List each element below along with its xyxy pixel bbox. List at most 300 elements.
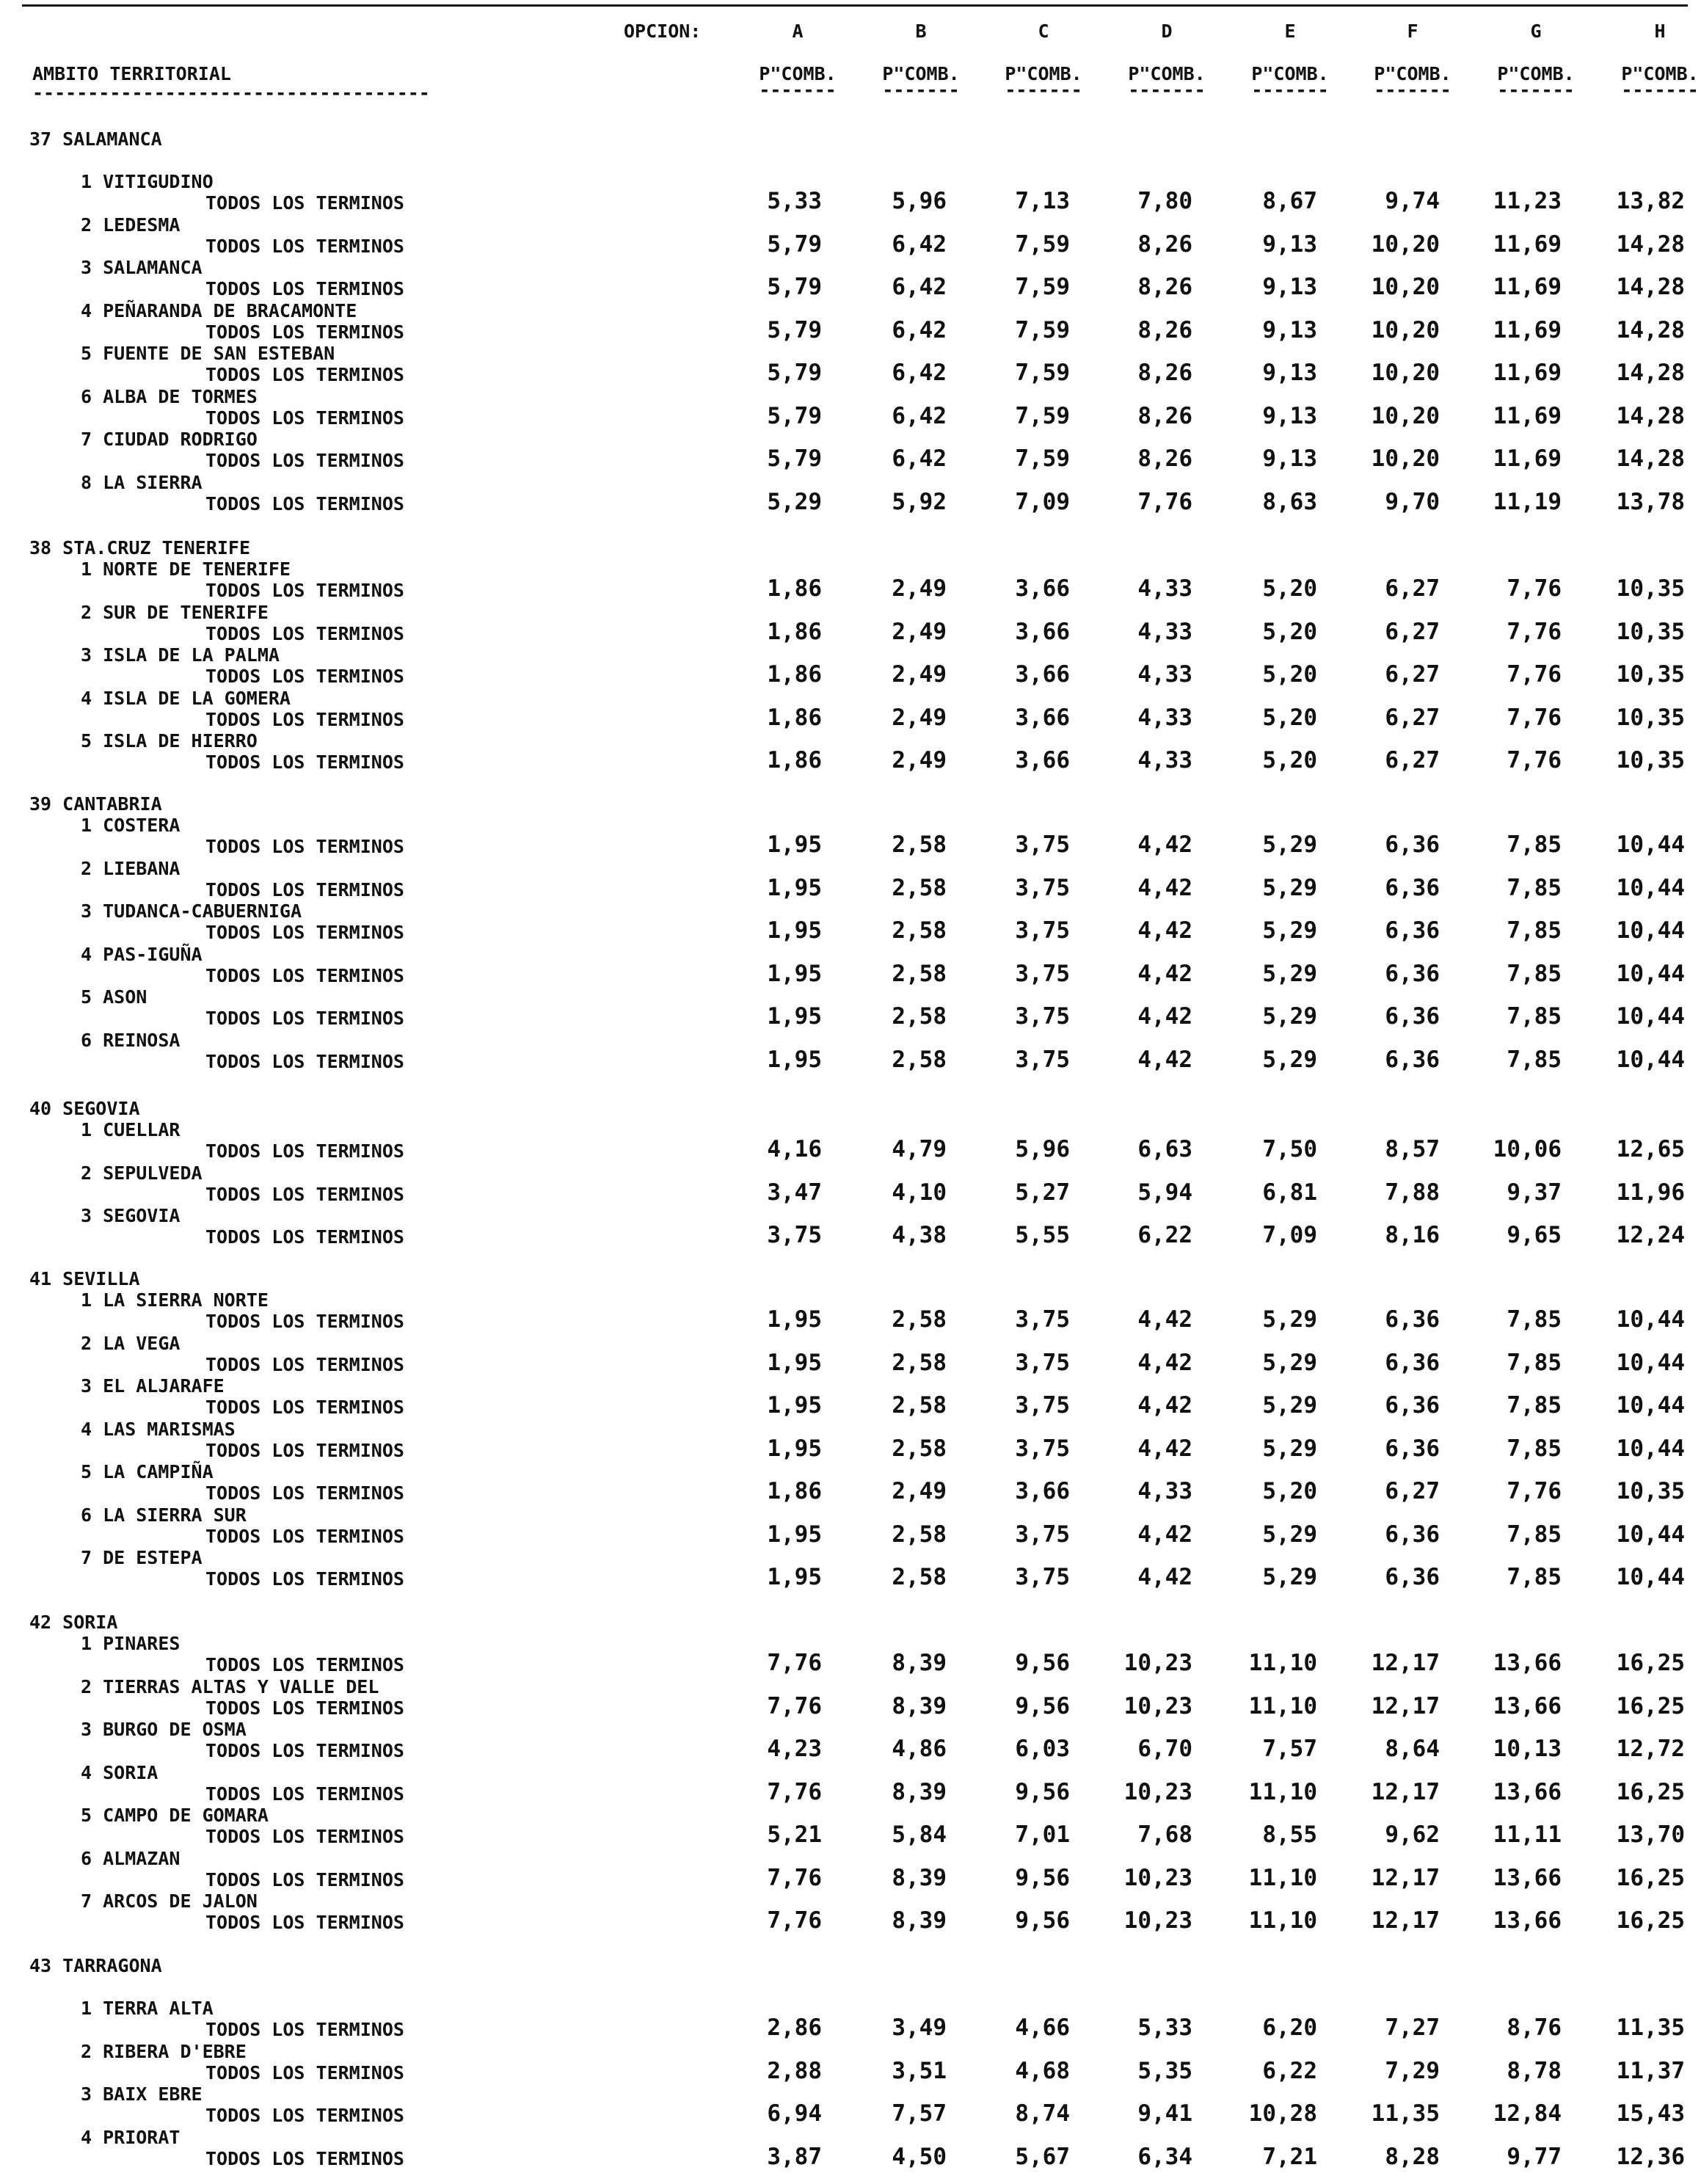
- value-cell: 7,29: [1385, 2057, 1440, 2084]
- column-underline: -------: [1251, 79, 1329, 101]
- value-cell: 9,62: [1385, 1821, 1440, 1848]
- value-cell: 3,75: [1015, 1306, 1070, 1333]
- value-cell: 1,95: [767, 1046, 822, 1073]
- value-cell: 8,67: [1262, 188, 1317, 214]
- value-cell: 1,95: [767, 960, 822, 987]
- value-cell: 5,92: [892, 488, 947, 515]
- value-cell: 4,16: [767, 1136, 822, 1162]
- value-cell: 10,20: [1371, 316, 1440, 343]
- column-header: P"COMB.: [1497, 63, 1575, 84]
- province-heading: 41 SEVILLA: [29, 1268, 140, 1289]
- area-name: 2 TIERRAS ALTAS Y VALLE DEL: [81, 1675, 379, 1697]
- value-cell: 4,42: [1137, 1046, 1192, 1073]
- area-name: 5 ASON: [81, 986, 147, 1008]
- value-cell: 7,76: [1507, 618, 1562, 645]
- value-cell: 8,78: [1507, 2057, 1562, 2084]
- area-name: 4 PRIORAT: [81, 2126, 181, 2148]
- value-cell: 11,37: [1616, 2057, 1685, 2084]
- value-cell: 7,59: [1015, 230, 1070, 258]
- value-cell: 5,84: [892, 1821, 947, 1848]
- value-cell: 7,85: [1507, 960, 1562, 987]
- term-label: TODOS LOS TERMINOS: [205, 1183, 404, 1205]
- value-cell: 11,10: [1248, 1778, 1317, 1805]
- value-cell: 16,25: [1616, 1907, 1685, 1934]
- value-cell: 3,75: [767, 1222, 822, 1248]
- value-cell: 4,42: [1137, 1349, 1192, 1376]
- value-cell: 5,29: [1262, 917, 1317, 944]
- value-cell: 9,13: [1262, 445, 1317, 472]
- value-cell: 7,76: [1507, 575, 1562, 602]
- term-label: TODOS LOS TERMINOS: [205, 922, 404, 943]
- value-cell: 16,25: [1616, 1692, 1685, 1719]
- value-cell: 8,16: [1385, 1222, 1440, 1248]
- value-cell: 11,69: [1493, 445, 1562, 472]
- term-label: TODOS LOS TERMINOS: [205, 1397, 404, 1418]
- value-cell: 2,58: [892, 831, 947, 858]
- value-cell: 6,36: [1385, 1392, 1440, 1419]
- value-cell: 12,65: [1616, 1136, 1685, 1162]
- column-letter: H: [1654, 21, 1666, 42]
- value-cell: 13,70: [1616, 1821, 1685, 1848]
- value-cell: 10,06: [1493, 1136, 1562, 1162]
- value-cell: 4,38: [892, 1222, 947, 1248]
- value-cell: 7,76: [767, 1907, 822, 1934]
- value-cell: 4,42: [1137, 831, 1192, 858]
- value-cell: 8,39: [892, 1864, 947, 1891]
- value-cell: 5,79: [767, 274, 822, 300]
- area-name: 1 NORTE DE TENERIFE: [81, 558, 291, 580]
- value-cell: 9,56: [1015, 1778, 1070, 1805]
- value-cell: 6,22: [1137, 1222, 1192, 1248]
- value-cell: 4,79: [892, 1136, 947, 1162]
- value-cell: 7,68: [1137, 1821, 1192, 1848]
- value-cell: 9,13: [1262, 360, 1317, 386]
- value-cell: 7,50: [1262, 1136, 1317, 1162]
- value-cell: 8,63: [1262, 488, 1317, 515]
- term-label: TODOS LOS TERMINOS: [205, 2105, 404, 2126]
- area-name: 8 LA SIERRA: [81, 471, 203, 493]
- value-cell: 16,25: [1616, 1864, 1685, 1891]
- province-heading: 37 SALAMANCA: [29, 128, 162, 150]
- value-cell: 7,76: [1507, 747, 1562, 774]
- value-cell: 4,66: [1015, 2014, 1070, 2041]
- value-cell: 5,29: [1262, 1521, 1317, 1548]
- value-cell: 6,63: [1137, 1136, 1192, 1162]
- value-cell: 1,86: [767, 747, 822, 774]
- term-label: TODOS LOS TERMINOS: [205, 1050, 404, 1072]
- value-cell: 6,36: [1385, 1349, 1440, 1376]
- value-cell: 8,26: [1137, 445, 1192, 472]
- value-cell: 4,42: [1137, 960, 1192, 987]
- value-cell: 3,75: [1015, 1046, 1070, 1073]
- term-label: TODOS LOS TERMINOS: [205, 1912, 404, 1933]
- value-cell: 5,96: [892, 188, 947, 214]
- value-cell: 10,44: [1616, 1435, 1685, 1462]
- value-cell: 2,49: [892, 618, 947, 645]
- value-cell: 6,42: [892, 445, 947, 472]
- value-cell: 5,29: [1262, 1392, 1317, 1419]
- area-name: 4 PAS-IGUÑA: [81, 943, 203, 965]
- term-label: TODOS LOS TERMINOS: [205, 666, 404, 687]
- value-cell: 1,95: [767, 831, 822, 858]
- value-cell: 10,20: [1371, 274, 1440, 300]
- value-cell: 11,35: [1616, 2014, 1685, 2041]
- column-letter: C: [1038, 21, 1049, 42]
- area-name: 6 ALBA DE TORMES: [81, 385, 258, 407]
- value-cell: 6,42: [892, 274, 947, 300]
- value-cell: 6,42: [892, 360, 947, 386]
- value-cell: 4,42: [1137, 1564, 1192, 1590]
- term-label: TODOS LOS TERMINOS: [205, 2061, 404, 2083]
- value-cell: 10,44: [1616, 917, 1685, 944]
- value-cell: 7,59: [1015, 402, 1070, 429]
- term-label: TODOS LOS TERMINOS: [205, 1439, 404, 1461]
- value-cell: 13,66: [1493, 1650, 1562, 1676]
- column-letter: A: [792, 21, 804, 42]
- value-cell: 16,25: [1616, 1650, 1685, 1676]
- term-label: TODOS LOS TERMINOS: [205, 321, 404, 343]
- value-cell: 1,95: [767, 1521, 822, 1548]
- value-cell: 6,36: [1385, 960, 1440, 987]
- column-underline: -------: [759, 79, 837, 101]
- value-cell: 12,17: [1371, 1778, 1440, 1805]
- value-cell: 10,28: [1248, 2100, 1317, 2127]
- value-cell: 7,57: [892, 2100, 947, 2127]
- value-cell: 6,36: [1385, 1435, 1440, 1462]
- value-cell: 5,20: [1262, 575, 1317, 602]
- value-cell: 12,36: [1616, 2143, 1685, 2170]
- value-cell: 7,01: [1015, 1821, 1070, 1848]
- value-cell: 4,33: [1137, 1478, 1192, 1504]
- area-name: 3 BURGO DE OSMA: [81, 1719, 247, 1740]
- column-letter: B: [915, 21, 927, 42]
- value-cell: 7,57: [1262, 1736, 1317, 1762]
- value-cell: 10,44: [1616, 831, 1685, 858]
- value-cell: 8,26: [1137, 402, 1192, 429]
- value-cell: 2,58: [892, 1435, 947, 1462]
- value-cell: 6,42: [892, 230, 947, 258]
- value-cell: 5,27: [1015, 1179, 1070, 1206]
- value-cell: 6,36: [1385, 831, 1440, 858]
- value-cell: 7,76: [767, 1778, 822, 1805]
- area-name: 2 RIBERA D'EBRE: [81, 2040, 247, 2062]
- value-cell: 11,10: [1248, 1650, 1317, 1676]
- value-cell: 8,26: [1137, 316, 1192, 343]
- value-cell: 3,66: [1015, 1478, 1070, 1504]
- value-cell: 7,85: [1507, 1046, 1562, 1073]
- value-cell: 1,86: [767, 575, 822, 602]
- value-cell: 10,20: [1371, 360, 1440, 386]
- value-cell: 2,49: [892, 575, 947, 602]
- area-name: 4 LAS MARISMAS: [81, 1418, 236, 1440]
- term-label: TODOS LOS TERMINOS: [205, 1654, 404, 1675]
- value-cell: 5,55: [1015, 1222, 1070, 1248]
- value-cell: 7,85: [1507, 917, 1562, 944]
- value-cell: 8,64: [1385, 1736, 1440, 1762]
- area-name: 6 ALMAZAN: [81, 1847, 181, 1869]
- area-name: 6 REINOSA: [81, 1029, 181, 1051]
- value-cell: 2,49: [892, 661, 947, 688]
- value-cell: 6,94: [767, 2100, 822, 2127]
- value-cell: 12,24: [1616, 1222, 1685, 1248]
- value-cell: 10,44: [1616, 1521, 1685, 1548]
- column-letter: D: [1161, 21, 1173, 42]
- value-cell: 5,79: [767, 402, 822, 429]
- area-name: 1 CUELLAR: [81, 1119, 181, 1140]
- value-cell: 5,29: [1262, 1306, 1317, 1333]
- value-cell: 13,66: [1493, 1778, 1562, 1805]
- value-cell: 11,11: [1493, 1821, 1562, 1848]
- value-cell: 6,36: [1385, 1046, 1440, 1073]
- value-cell: 10,35: [1616, 747, 1685, 774]
- value-cell: 3,66: [1015, 704, 1070, 731]
- value-cell: 12,17: [1371, 1864, 1440, 1891]
- column-letter: G: [1530, 21, 1542, 42]
- area-name: 2 LEDESMA: [81, 214, 181, 236]
- value-cell: 7,85: [1507, 1003, 1562, 1030]
- term-label: TODOS LOS TERMINOS: [205, 364, 404, 385]
- area-name: 1 TERRA ALTA: [81, 1998, 214, 2019]
- value-cell: 11,19: [1493, 488, 1562, 515]
- value-cell: 5,20: [1262, 1478, 1317, 1504]
- value-cell: 2,58: [892, 1003, 947, 1030]
- value-cell: 7,27: [1385, 2014, 1440, 2041]
- value-cell: 6,27: [1385, 575, 1440, 602]
- value-cell: 14,28: [1616, 316, 1685, 343]
- value-cell: 9,65: [1507, 1222, 1562, 1248]
- column-underline: -------: [882, 79, 960, 101]
- value-cell: 4,23: [767, 1736, 822, 1762]
- value-cell: 5,29: [1262, 1349, 1317, 1376]
- value-cell: 8,26: [1137, 230, 1192, 258]
- value-cell: 7,76: [1507, 1478, 1562, 1504]
- value-cell: 15,43: [1616, 2100, 1685, 2127]
- area-name: 7 CIUDAD RODRIGO: [81, 429, 258, 450]
- column-letter: E: [1284, 21, 1296, 42]
- value-cell: 8,39: [892, 1650, 947, 1676]
- value-cell: 6,34: [1137, 2143, 1192, 2170]
- value-cell: 5,67: [1015, 2143, 1070, 2170]
- value-cell: 2,58: [892, 1306, 947, 1333]
- value-cell: 11,35: [1371, 2100, 1440, 2127]
- top-rule: [22, 4, 1688, 7]
- area-name: 7 DE ESTEPA: [81, 1547, 203, 1568]
- value-cell: 9,41: [1137, 2100, 1192, 2127]
- value-cell: 9,13: [1262, 230, 1317, 258]
- area-name: 3 SEGOVIA: [81, 1205, 181, 1226]
- opcion-label: OPCION:: [624, 21, 702, 42]
- value-cell: 5,29: [1262, 1564, 1317, 1590]
- value-cell: 7,59: [1015, 316, 1070, 343]
- value-cell: 12,17: [1371, 1692, 1440, 1719]
- value-cell: 5,29: [1262, 874, 1317, 901]
- value-cell: 11,10: [1248, 1692, 1317, 1719]
- value-cell: 6,81: [1262, 1179, 1317, 1206]
- value-cell: 8,39: [892, 1778, 947, 1805]
- value-cell: 10,44: [1616, 1392, 1685, 1419]
- value-cell: 7,21: [1262, 2143, 1317, 2170]
- value-cell: 8,55: [1262, 1821, 1317, 1848]
- area-name: 4 SORIA: [81, 1761, 159, 1783]
- column-underline: -------: [1005, 79, 1082, 101]
- term-label: TODOS LOS TERMINOS: [205, 1140, 404, 1162]
- value-cell: 7,85: [1507, 1306, 1562, 1333]
- value-cell: 3,47: [767, 1179, 822, 1206]
- value-cell: 1,95: [767, 1306, 822, 1333]
- value-cell: 13,66: [1493, 1907, 1562, 1934]
- value-cell: 5,29: [1262, 1046, 1317, 1073]
- value-cell: 6,22: [1262, 2057, 1317, 2084]
- value-cell: 10,20: [1371, 402, 1440, 429]
- area-name: 3 TUDANCA-CABUERNIGA: [81, 900, 302, 922]
- value-cell: 7,80: [1137, 188, 1192, 214]
- area-name: 5 FUENTE DE SAN ESTEBAN: [81, 343, 335, 364]
- column-underline: -------: [1128, 79, 1206, 101]
- area-name: 1 VITIGUDINO: [81, 171, 214, 192]
- value-cell: 2,88: [767, 2057, 822, 2084]
- column-header: P"COMB.: [759, 63, 837, 84]
- value-cell: 4,42: [1137, 1521, 1192, 1548]
- value-cell: 5,20: [1262, 618, 1317, 645]
- area-name: 5 CAMPO DE GOMARA: [81, 1805, 269, 1826]
- value-cell: 16,25: [1616, 1778, 1685, 1805]
- term-label: TODOS LOS TERMINOS: [205, 450, 404, 471]
- value-cell: 7,59: [1015, 360, 1070, 386]
- term-label: TODOS LOS TERMINOS: [205, 708, 404, 730]
- value-cell: 7,76: [1507, 661, 1562, 688]
- value-cell: 3,75: [1015, 831, 1070, 858]
- ambito-underline: ------------------------------------: [32, 82, 430, 103]
- value-cell: 8,57: [1385, 1136, 1440, 1162]
- value-cell: 10,44: [1616, 1564, 1685, 1590]
- term-label: TODOS LOS TERMINOS: [205, 836, 404, 857]
- value-cell: 5,29: [1262, 831, 1317, 858]
- value-cell: 13,66: [1493, 1692, 1562, 1719]
- value-cell: 3,66: [1015, 575, 1070, 602]
- value-cell: 2,58: [892, 917, 947, 944]
- value-cell: 2,58: [892, 1349, 947, 1376]
- column-underline: -------: [1497, 79, 1575, 101]
- value-cell: 1,95: [767, 1349, 822, 1376]
- value-cell: 6,36: [1385, 1564, 1440, 1590]
- value-cell: 2,58: [892, 874, 947, 901]
- value-cell: 4,42: [1137, 1306, 1192, 1333]
- area-name: 4 PEÑARANDA DE BRACAMONTE: [81, 299, 357, 321]
- value-cell: 2,58: [892, 1564, 947, 1590]
- value-cell: 9,56: [1015, 1692, 1070, 1719]
- term-label: TODOS LOS TERMINOS: [205, 492, 404, 514]
- value-cell: 6,36: [1385, 874, 1440, 901]
- value-cell: 10,44: [1616, 1003, 1685, 1030]
- value-cell: 10,44: [1616, 1046, 1685, 1073]
- ambito-label: AMBITO TERRITORIAL: [32, 63, 231, 84]
- value-cell: 9,74: [1385, 188, 1440, 214]
- value-cell: 1,86: [767, 661, 822, 688]
- column-header: P"COMB.: [1128, 63, 1206, 84]
- value-cell: 13,78: [1616, 488, 1685, 515]
- value-cell: 9,13: [1262, 316, 1317, 343]
- value-cell: 10,44: [1616, 960, 1685, 987]
- value-cell: 3,75: [1015, 874, 1070, 901]
- value-cell: 5,20: [1262, 704, 1317, 731]
- term-label: TODOS LOS TERMINOS: [205, 235, 404, 257]
- value-cell: 10,23: [1123, 1778, 1192, 1805]
- value-cell: 12,17: [1371, 1907, 1440, 1934]
- value-cell: 7,85: [1507, 1349, 1562, 1376]
- value-cell: 1,86: [767, 1478, 822, 1504]
- value-cell: 11,10: [1248, 1864, 1317, 1891]
- value-cell: 10,35: [1616, 704, 1685, 731]
- term-label: TODOS LOS TERMINOS: [205, 878, 404, 900]
- value-cell: 3,49: [892, 2014, 947, 2041]
- term-label: TODOS LOS TERMINOS: [205, 278, 404, 299]
- value-cell: 5,21: [767, 1821, 822, 1848]
- value-cell: 7,85: [1507, 1564, 1562, 1590]
- value-cell: 6,27: [1385, 704, 1440, 731]
- value-cell: 11,23: [1493, 188, 1562, 214]
- value-cell: 5,29: [1262, 1435, 1317, 1462]
- area-name: 2 LIEBANA: [81, 857, 181, 879]
- value-cell: 9,56: [1015, 1907, 1070, 1934]
- term-label: TODOS LOS TERMINOS: [205, 1740, 404, 1761]
- value-cell: 2,49: [892, 1478, 947, 1504]
- value-cell: 13,66: [1493, 1864, 1562, 1891]
- column-header: P"COMB.: [882, 63, 960, 84]
- value-cell: 5,29: [767, 488, 822, 515]
- value-cell: 12,72: [1616, 1736, 1685, 1762]
- value-cell: 11,96: [1616, 1179, 1685, 1206]
- value-cell: 6,42: [892, 316, 947, 343]
- term-label: TODOS LOS TERMINOS: [205, 580, 404, 601]
- value-cell: 7,76: [1137, 488, 1192, 515]
- value-cell: 7,09: [1262, 1222, 1317, 1248]
- column-underline: -------: [1621, 79, 1699, 101]
- value-cell: 6,20: [1262, 2014, 1317, 2041]
- value-cell: 6,36: [1385, 917, 1440, 944]
- value-cell: 4,42: [1137, 1003, 1192, 1030]
- value-cell: 10,35: [1616, 661, 1685, 688]
- area-name: 5 LA CAMPIÑA: [81, 1461, 214, 1482]
- value-cell: 1,86: [767, 618, 822, 645]
- term-label: TODOS LOS TERMINOS: [205, 964, 404, 986]
- value-cell: 3,75: [1015, 1003, 1070, 1030]
- value-cell: 1,95: [767, 917, 822, 944]
- term-label: TODOS LOS TERMINOS: [205, 1826, 404, 1847]
- value-cell: 6,70: [1137, 1736, 1192, 1762]
- value-cell: 7,88: [1385, 1179, 1440, 1206]
- value-cell: 9,56: [1015, 1864, 1070, 1891]
- value-cell: 10,20: [1371, 445, 1440, 472]
- value-cell: 11,69: [1493, 360, 1562, 386]
- area-name: 2 SUR DE TENERIFE: [81, 601, 269, 623]
- value-cell: 5,33: [1137, 2014, 1192, 2041]
- value-cell: 6,36: [1385, 1003, 1440, 1030]
- area-name: 5 ISLA DE HIERRO: [81, 730, 258, 751]
- value-cell: 10,35: [1616, 575, 1685, 602]
- area-name: 7 ARCOS DE JALON: [81, 1890, 258, 1912]
- value-cell: 7,76: [767, 1864, 822, 1891]
- value-cell: 2,58: [892, 1521, 947, 1548]
- value-cell: 9,13: [1262, 402, 1317, 429]
- value-cell: 4,33: [1137, 704, 1192, 731]
- value-cell: 3,75: [1015, 917, 1070, 944]
- area-name: 2 LA VEGA: [81, 1332, 181, 1354]
- value-cell: 10,23: [1123, 1692, 1192, 1719]
- value-cell: 10,44: [1616, 1349, 1685, 1376]
- value-cell: 6,27: [1385, 618, 1440, 645]
- value-cell: 5,79: [767, 316, 822, 343]
- value-cell: 14,28: [1616, 274, 1685, 300]
